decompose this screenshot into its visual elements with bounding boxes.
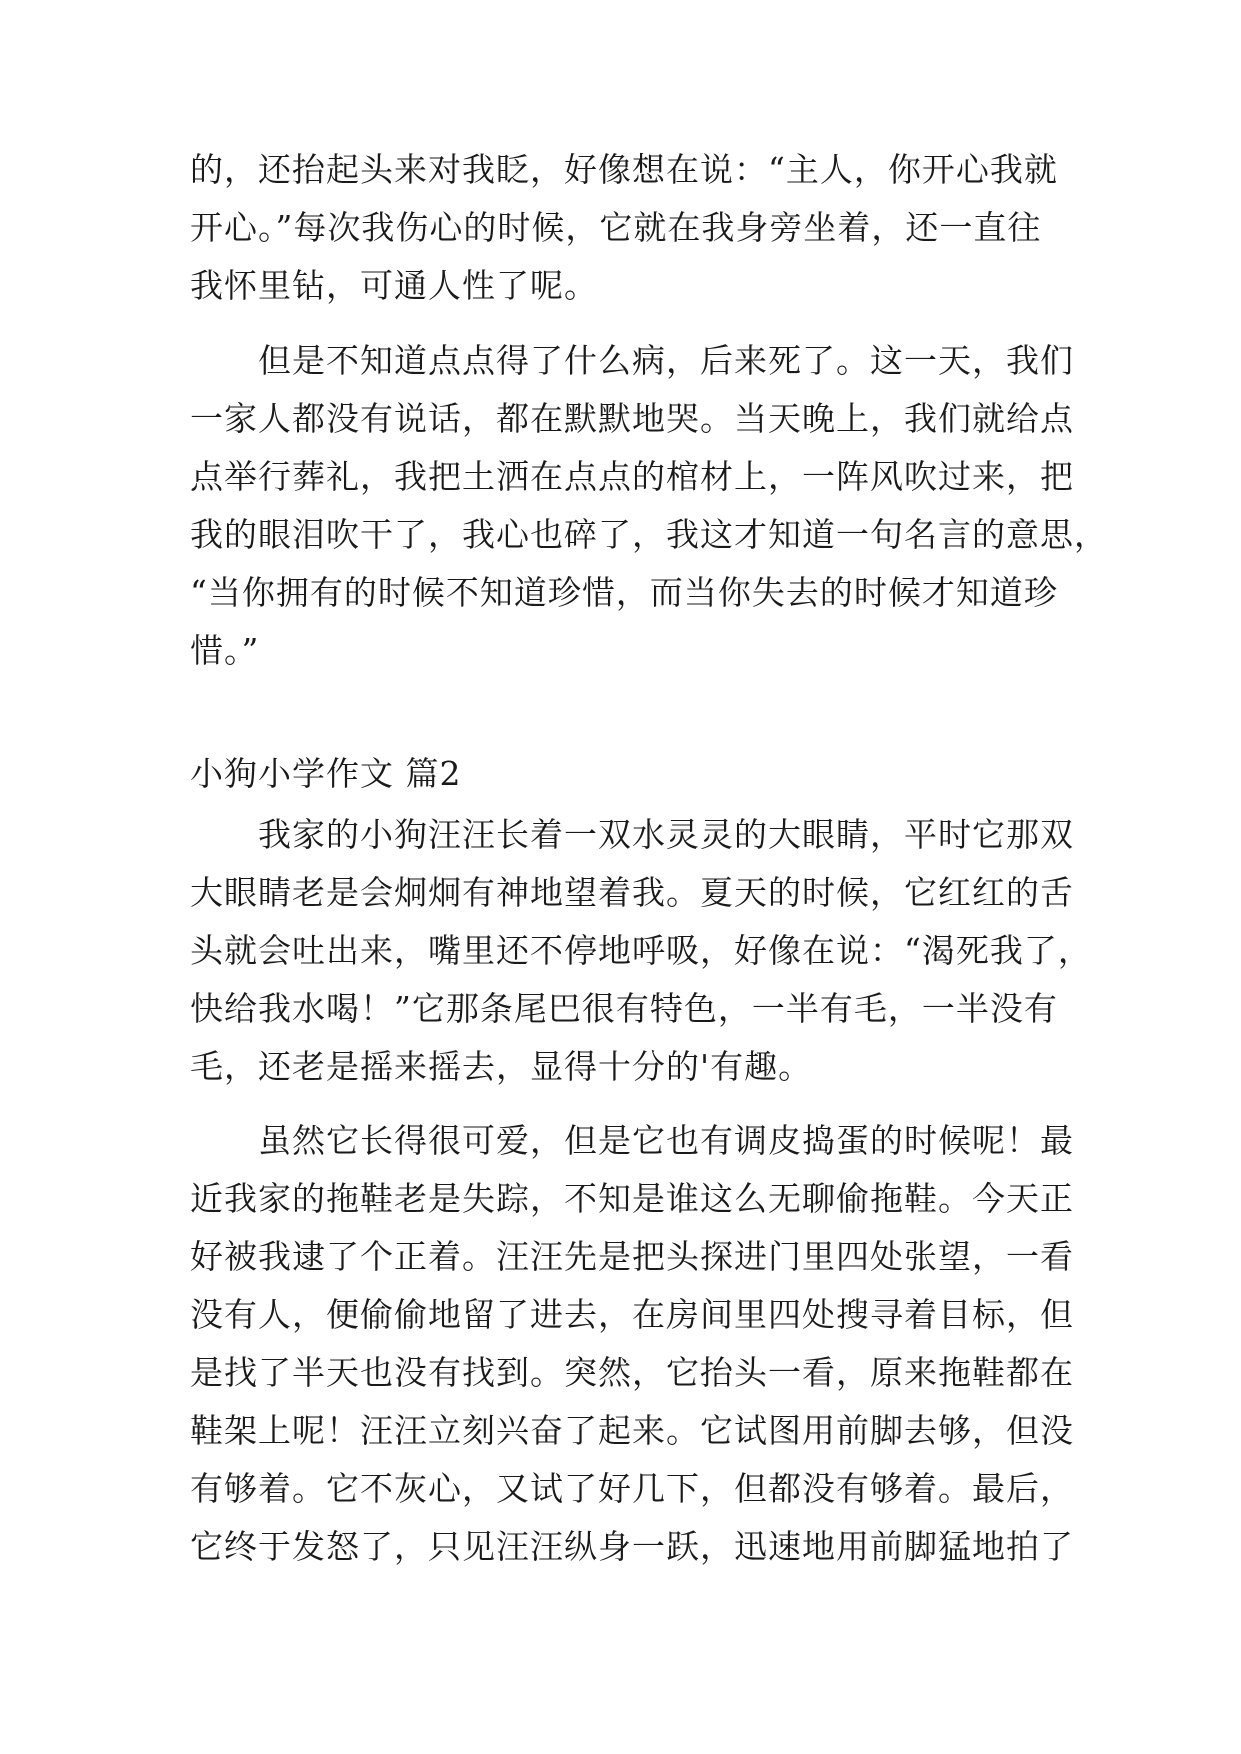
text-line: 鞋架上呢！汪汪立刻兴奋了起来。它试图用前脚去够，但没: [190, 1411, 1074, 1450]
text-line: 头就会吐出来，嘴里还不停地呼吸，好像在说：“渴死我了，: [190, 931, 1092, 970]
text-line: 我家的小狗汪汪长着一双水灵灵的大眼睛，平时它那双: [190, 815, 1074, 854]
text-line: 毛，还老是摇来摇去，显得十分的'有趣。: [190, 1047, 813, 1086]
text-line: 一家人都没有说话，都在默默地哭。当天晚上，我们就给点: [190, 399, 1074, 438]
text-line: 近我家的拖鞋老是失踪，不知是谁这么无聊偷拖鞋。今天正: [190, 1179, 1074, 1218]
text-line: 但是不知道点点得了什么病，后来死了。这一天，我们: [190, 341, 1074, 380]
text-line: 大眼睛老是会炯炯有神地望着我。夏天的时候，它红红的舌: [190, 873, 1074, 912]
text-line: 惜。”: [190, 631, 260, 670]
text-line: 没有人，便偷偷地留了进去，在房间里四处搜寻着目标，但: [190, 1295, 1074, 1334]
text-line: 我的眼泪吹干了，我心也碎了，我这才知道一句名言的意思，: [190, 515, 1108, 554]
text-line: 是找了半天也没有找到。突然，它抬头一看，原来拖鞋都在: [190, 1353, 1074, 1392]
text-line: 我怀里钻，可通人性了呢。: [190, 266, 598, 305]
section-heading: 小狗小学作文 篇2: [190, 754, 462, 793]
text-line: 它终于发怒了，只见汪汪纵身一跃，迅速地用前脚猛地拍了: [190, 1527, 1074, 1566]
text-line: 虽然它长得很可爱，但是它也有调皮捣蛋的时候呢！最: [190, 1121, 1074, 1160]
text-line: 的，还抬起头来对我眨，好像想在说：“主人，你开心我就: [190, 150, 1058, 189]
text-line: 点举行葬礼，我把土洒在点点的棺材上，一阵风吹过来，把: [190, 457, 1074, 496]
text-line: 快给我水喝！”它那条尾巴很有特色，一半有毛，一半没有: [190, 989, 1058, 1028]
text-line: 好被我逮了个正着。汪汪先是把头探进门里四处张望，一看: [190, 1237, 1074, 1276]
text-line: 开心。”每次我伤心的时候，它就在我身旁坐着，还一直往: [190, 208, 1042, 247]
text-line: “当你拥有的时候不知道珍惜，而当你失去的时候才知道珍: [190, 573, 1058, 612]
text-line: 有够着。它不灰心，又试了好几下，但都没有够着。最后，: [190, 1469, 1074, 1508]
